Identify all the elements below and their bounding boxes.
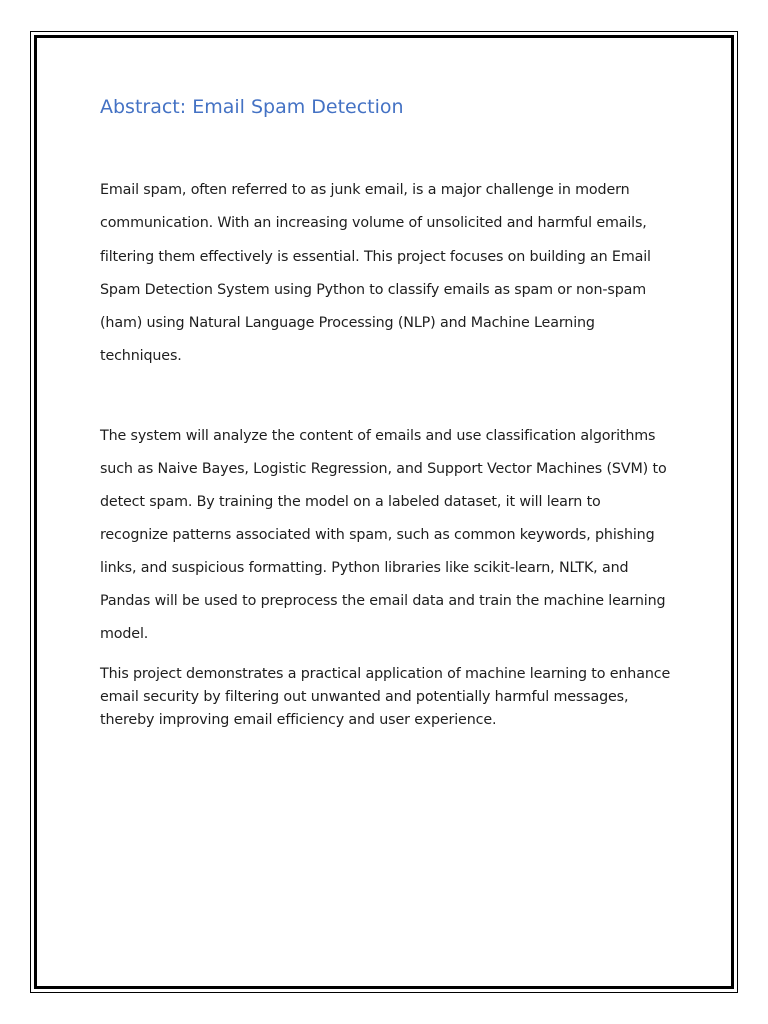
paragraph-system-description [100, 420, 690, 652]
text-line: model. [100, 626, 149, 643]
text-line: This project demonstrates a practical application of machine learning to enhance [100, 666, 671, 683]
text-line: email security by filtering out unwanted and potentially harmful messages, [100, 689, 629, 706]
text-line: such as Naive Bayes, Logistic Regression, and Support Vector Machines (SVM) to [100, 460, 667, 477]
document-body [100, 92, 690, 731]
text-line: recognize patterns associated with spam, such as common keywords, phishing [100, 527, 655, 544]
text-line: detect spam. By training the model on a labeled dataset, it will learn to [100, 493, 601, 510]
text-line: thereby improving email efficiency and user experience. [100, 711, 497, 728]
text-line: Pandas will be used to preprocess the email data and train the machine learning [100, 593, 666, 610]
paragraph-introduction [100, 174, 690, 374]
text-line: filtering them effectively is essential. This project focuses on building an Email [100, 248, 651, 265]
text-line: (ham) using Natural Language Processing (NLP) and Machine Learning [100, 315, 595, 332]
text-line: techniques. [100, 348, 182, 365]
text-line: Email spam, often referred to as junk email, is a major challenge in modern [100, 182, 630, 198]
text-line: communication. With an increasing volume of unsolicited and harmful emails, [100, 215, 647, 232]
text-line: links, and suspicious formatting. Python libraries like scikit-learn, NLTK, and [100, 560, 629, 577]
text-line: Spam Detection System using Python to classify emails as spam or non-spam [100, 281, 647, 298]
text-line: The system will analyze the content of emails and use classification algorithms [100, 427, 656, 444]
paragraph-conclusion [100, 663, 690, 731]
document-title: Abstract: Email Spam Detection [100, 96, 404, 118]
